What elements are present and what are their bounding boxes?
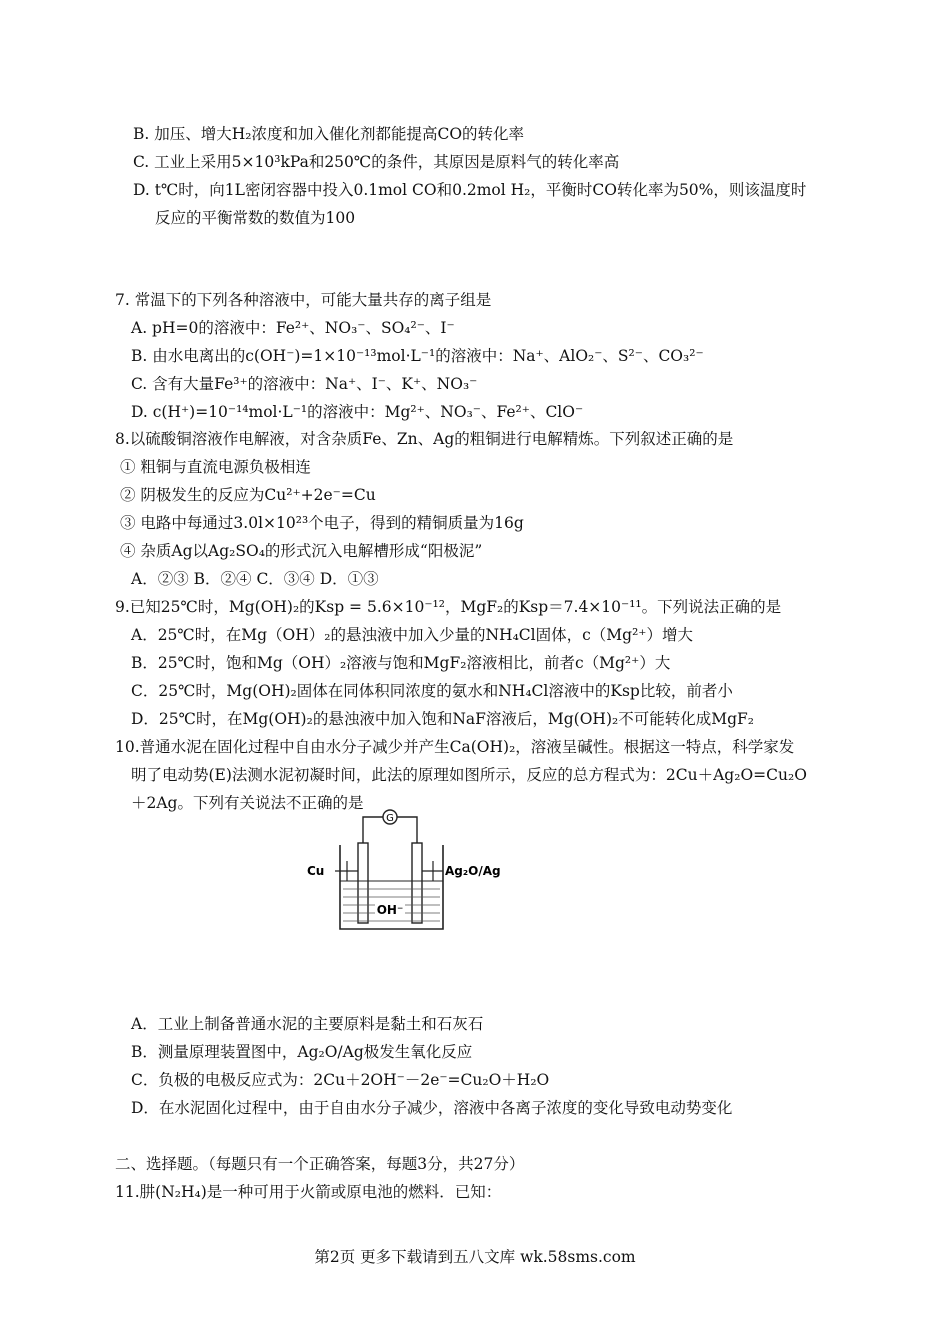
electrode-cu [358,843,368,923]
q8-stem: 8.以硫酸铜溶液作电解液，对含杂质Fe、Zn、Ag的粗铜进行电解精炼。下列叙述正确的是 [115,430,734,448]
galvanometer-label: G [386,813,394,824]
section-2-heading: 二、选择题。（每题只有一个正确答案，每题3分，共27分） [115,1155,525,1173]
q8-options: A．②③ B．②④ C．③④ D．①③ [131,570,379,588]
electrochemical-cell-diagram [305,805,515,940]
q9-option-d: D．25℃时，在Mg(OH)₂的悬浊液中加入饱和NaF溶液后，Mg(OH)₂不可能转化成MgF₂ [131,710,754,728]
ag-lead [422,861,443,881]
q8-statement-2: ② 阴极发生的反应为Cu²⁺+2e⁻=Cu [120,486,376,504]
q6-option-d-line1: D. t℃时，向1L密闭容器中投入0.1mol CO和0.2mol H₂，平衡时CO转化率为50%，则该温度时 [133,181,807,199]
q9-option-b: B．25℃时，饱和Mg（OH）₂溶液与饱和MgF₂溶液相比，前者c（Mg²⁺）大 [131,654,671,672]
q9-option-a: A．25℃时，在Mg（OH）₂的悬浊液中加入少量的NH₄Cl固体，c（Mg²⁺）增大 [131,626,693,644]
q7-option-c: C. 含有大量Fe³⁺的溶液中：Na⁺、I⁻、K⁺、NO₃⁻ [131,375,478,393]
q6-option-d-line2: 反应的平衡常数的数值为100 [155,209,356,227]
cu-lead [335,861,358,881]
q10-option-b: B．测量原理装置图中，Ag₂O/Ag极发生氧化反应 [131,1043,473,1061]
q11-stem: 11.肼(N₂H₄)是一种可用于火箭或原电池的燃料．已知： [115,1183,502,1201]
q10-stem-line3: ＋2Ag。下列有关说法不正确的是 [131,794,364,812]
q8-statement-1: ① 粗铜与直流电源负极相连 [120,458,311,476]
q6-option-b: B. 加压、增大H₂浓度和加入催化剂都能提高CO的转化率 [133,125,525,143]
q7-option-b: B. 由水电离出的c(OH⁻)=1×10⁻¹³mol·L⁻¹的溶液中：Na⁺、AlO₂⁻、S²⁻、CO₃²⁻ [131,347,704,365]
q6-option-c: C. 工业上采用5×10³kPa和250℃的条件，其原因是原料气的转化率高 [133,153,620,171]
ag-electrode-label: Ag₂O/Ag [445,864,501,878]
q7-option-d: D. c(H⁺)=10⁻¹⁴mol·L⁻¹的溶液中：Mg²⁺、NO₃⁻、Fe²⁺、ClO⁻ [131,403,584,421]
cu-electrode-label: Cu [307,864,325,878]
q10-option-c: C．负极的电极反应式为：2Cu＋2OH⁻－2e⁻=Cu₂O＋H₂O [131,1071,550,1089]
q9-stem: 9.已知25℃时，Mg(OH)₂的Ksp = 5.6×10⁻¹²，MgF₂的Ksp＝7.4×10⁻¹¹。下列说法正确的是 [115,598,782,616]
q10-stem-line1: 10.普通水泥在固化过程中自由水分子减少并产生Ca(OH)₂，溶液呈碱性。根据这一特点，科学家发 [115,738,795,756]
q8-statement-3: ③ 电路中每通过3.0l×10²³个电子，得到的精铜质量为16g [120,514,524,532]
q8-statement-4: ④ 杂质Ag以Ag₂SO₄的形式沉入电解槽形成“阳极泥” [120,542,483,560]
q7-stem: 7. 常温下的下列各种溶液中，可能大量共存的离子组是 [115,291,492,309]
q10-stem-line2: 明了电动势(E)法测水泥初凝时间，此法的原理如图所示，反应的总方程式为：2Cu＋Ag₂O=Cu₂O [131,766,807,784]
page-footer: 第2页 更多下载请到五八文库 wk.58sms.com [314,1248,636,1266]
solution-label: OH⁻ [376,903,404,917]
q10-option-a: A．工业上制备普通水泥的主要原料是黏土和石灰石 [131,1015,484,1033]
electrode-ag2o-ag [412,843,422,923]
q7-option-a: A. pH=0的溶液中：Fe²⁺、NO₃⁻、SO₄²⁻、I⁻ [131,319,455,337]
q9-option-c: C．25℃时，Mg(OH)₂固体在同体积同浓度的氨水和NH₄Cl溶液中的Ksp比较，前者小 [131,682,733,700]
q10-option-d: D．在水泥固化过程中，由于自由水分子减少，溶液中各离子浓度的变化导致电动势变化 [131,1099,733,1117]
